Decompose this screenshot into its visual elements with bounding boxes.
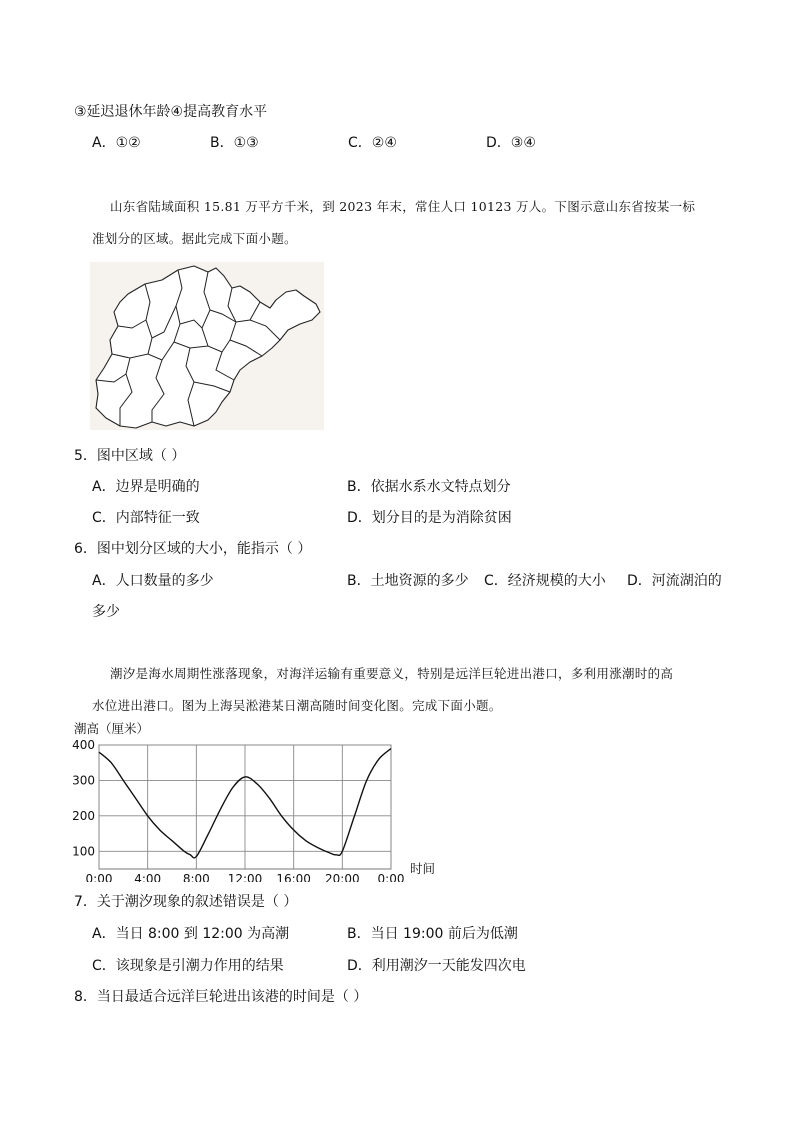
chart-x-tick-label: 20:00 xyxy=(325,872,360,882)
chart-y-tick-label: 400 xyxy=(72,738,95,752)
chart-x-tick-label: 12:00 xyxy=(227,872,263,882)
q5-stem: 5．图中区域（ ） xyxy=(74,448,186,464)
q7-option-c[interactable]: C．该现象是引潮力作用的结果 xyxy=(92,958,284,974)
q6-option-d-wrap: 多少 xyxy=(92,604,120,620)
q6-stem: 6．图中划分区域的大小，能指示（ ） xyxy=(74,541,312,557)
q5-option-b[interactable]: B．依据水系水文特点划分 xyxy=(347,479,511,495)
chart-ylabel: 潮高（厘米） xyxy=(74,721,150,736)
passage2-line1: 潮汐是海水周期性涨落现象，对海洋运输有重要意义，特别是远洋巨轮进出港口，多利用涨潮时的高 xyxy=(110,666,674,681)
q7-option-a[interactable]: A．当日 8:00 到 12:00 为高潮 xyxy=(92,926,290,942)
shandong-map xyxy=(90,262,324,430)
q5-option-a[interactable]: A．边界是明确的 xyxy=(92,479,200,495)
q4-option-b[interactable]: B．①③ xyxy=(210,135,259,151)
intro-line: ③延迟退休年龄④提高教育水平 xyxy=(74,104,268,120)
q6-option-d[interactable]: D．河流湖泊的 xyxy=(627,573,722,589)
tide-chart xyxy=(68,718,448,882)
chart-y-tick-label: 200 xyxy=(72,808,95,823)
chart-x-tick-label: 0:00 xyxy=(85,872,113,882)
q6-option-c[interactable]: C．经济规模的大小 xyxy=(484,573,606,589)
q6-option-b[interactable]: B．土地资源的多少 xyxy=(347,573,469,589)
q7-stem: 7．关于潮汐现象的叙述错误是（ ） xyxy=(74,894,298,910)
q5-option-d[interactable]: D．划分目的是为消除贫困 xyxy=(347,510,512,526)
chart-x-tick-label: 0:00 xyxy=(377,872,405,882)
passage1-line2: 准划分的区域。据此完成下面小题。 xyxy=(92,231,297,246)
q7-option-d[interactable]: D．利用潮汐一天能发四次电 xyxy=(347,958,526,974)
chart-x-tick-label: 16:00 xyxy=(276,872,311,882)
q4-option-a[interactable]: A．①② xyxy=(92,135,141,151)
q7-option-b[interactable]: B．当日 19:00 前后为低潮 xyxy=(347,926,518,942)
passage1-line1: 山东省陆域面积 15.81 万平方千米，到 2023 年末，常住人口 10123 万人。下图示意山东省按某一标 xyxy=(110,199,696,214)
chart-x-tick-label: 4:00 xyxy=(134,872,162,882)
chart-y-tick-label: 300 xyxy=(72,773,95,788)
chart-x-tick-label: 8:00 xyxy=(182,872,210,882)
q4-option-d[interactable]: D．③④ xyxy=(486,135,536,151)
q8-stem: 8．当日最适合远洋巨轮进出该港的时间是（ ） xyxy=(74,989,368,1005)
passage2-line2: 水位进出港口。图为上海吴淞港某日潮高随时间变化图。完成下面小题。 xyxy=(92,698,502,713)
chart-y-tick-label: 100 xyxy=(72,844,95,859)
q5-option-c[interactable]: C．内部特征一致 xyxy=(92,510,200,526)
q4-option-c[interactable]: C．②④ xyxy=(348,135,397,151)
chart-xlabel: 时间 xyxy=(410,861,436,876)
q6-option-a[interactable]: A．人口数量的多少 xyxy=(92,573,214,589)
